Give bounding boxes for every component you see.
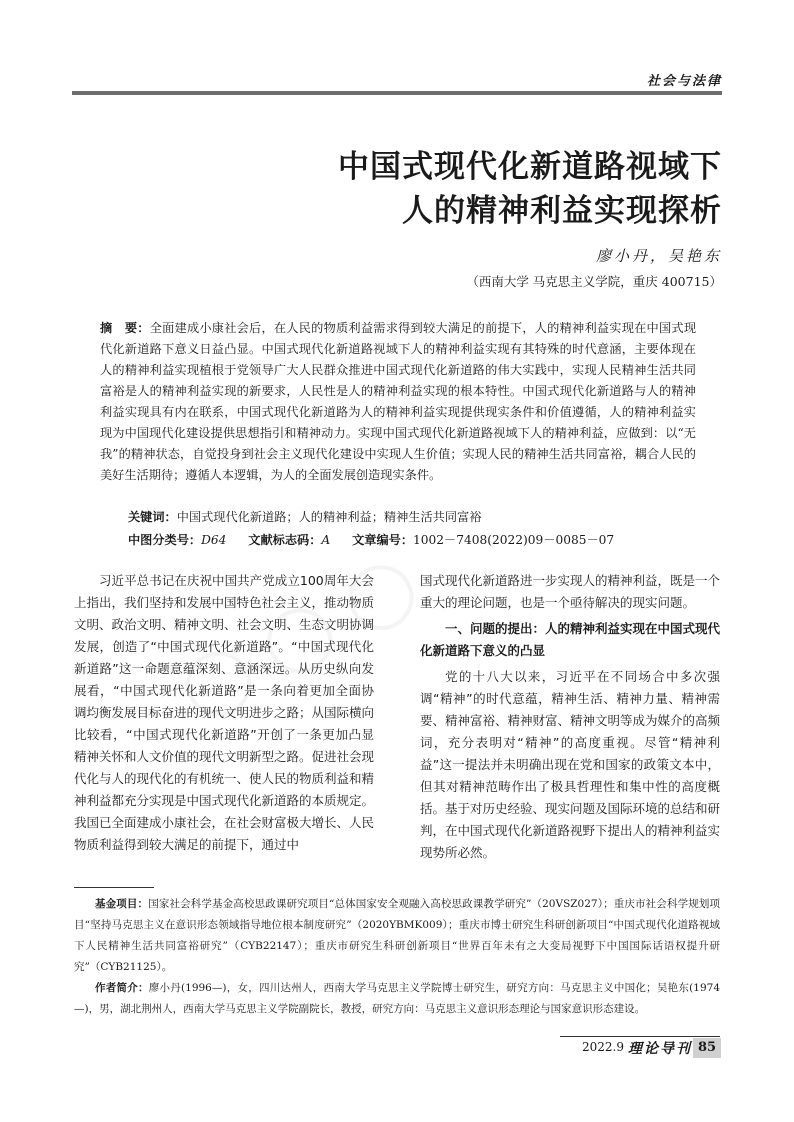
author-label: 作者简介：	[95, 982, 149, 994]
fund-label: 基金项目：	[95, 898, 149, 910]
section-heading: 一、问题的提出：人的精神利益实现在中国式现代化新道路下意义的凸显	[420, 621, 721, 658]
author-text: 廖小丹(1996—)，女，四川达州人，西南大学马克思主义学院博士研究生，研究方向：马克思主义中国化；吴艳东(1974—)，男，湖北荆州人，西南大学马克思主义学院副院长，教授，研究方向：马克思主义意识形态理论与国家意识形态建设。	[74, 982, 721, 1015]
page-number: 85	[693, 1038, 721, 1058]
classification-line	[128, 531, 650, 548]
keywords-label: 关键词：	[128, 510, 177, 524]
title-line-2: 人的精神利益实现探析	[402, 193, 722, 229]
footnote-rule	[74, 887, 154, 888]
author-note	[74, 978, 720, 1020]
journal-name: 理论导刊	[628, 1041, 692, 1057]
doc-code-label: 文献标志码：	[248, 533, 322, 547]
authors: 廖小丹，吴艳东	[595, 247, 722, 265]
abstract	[100, 318, 696, 486]
clc-value: D64	[201, 533, 227, 547]
keywords-text: 中国式现代化新道路；人的精神利益；精神生活共同富裕	[176, 510, 482, 524]
clc-label: 中图分类号：	[128, 533, 202, 547]
body-column-right	[420, 570, 720, 864]
article-no-group	[352, 533, 632, 547]
footnotes	[74, 894, 720, 1020]
keywords	[128, 508, 481, 525]
footer-rule	[560, 1036, 720, 1037]
body-paragraph: 习近平总书记在庆祝中国共产党成立100周年大会上指出，我们坚持和发展中国特色社会主义，推动物质文明、政治文明、精神文明、社会文明、生态文明协调发展，创造了“中国式现代化新道路”。“中国式现代化新道路”这一命题意蕴深刻、意涵深远。从历史纵向发展看，“中国式现代化新道路”是一条向着更加全面协调均衡发展目标奋进的现代文明进步之路；从国际横向比较看，“中国式现代化新道路”开创了一条更加凸显精神关怀和人文价值的现代文明新型之路。促进社会现代化与人的现代化的有机统一、使人民的物质利益和精神利益都充分实现是中国式现代化新道路的本质规定。我国已全面建成小康社会，在社会财富极大增长、人民物质利益得到较大满足的前提下，通过中	[74, 573, 375, 852]
article-title	[338, 145, 722, 233]
fund-text: 国家社会科学基金高校思政课研究项目“总体国家安全观融入高校思政课教学研究”（20VSZ027）；重庆市社会科学规划项目“坚持马克思主义在意识形态领域指导地位根本制度研究”（2020YBMK009）；重庆市博士研究生科研创新项目“中国式现代化道路视域下人民精神生活共同富裕研究”（CYB22147）；重庆市研究生科研创新项目“世界百年未有之大变局视野下中国国际话语权提升研究”（CYB21125）。	[74, 898, 720, 973]
body-column-left	[74, 570, 374, 856]
affiliation: （西南大学 马克思主义学院，重庆 400715）	[466, 274, 722, 289]
fund-note	[74, 894, 720, 978]
article-no-label: 文章编号：	[352, 533, 414, 547]
body-paragraph-continued: 国式现代化新道路进一步实现人的精神利益，既是一个重大的理论问题，也是一个亟待解决的现实问题。	[420, 573, 721, 610]
section-tag: 社会与法律	[646, 74, 722, 89]
abstract-text: 全面建成小康社会后，在人民的物质利益需求得到较大满足的前提下，人的精神利益实现在中国式现代化新道路下意义日益凸显。中国式现代化新道路视域下人的精神利益实现有其特殊的时代意涵，主要体现在人的精神利益实现植根于党领导广大人民群众推进中国式现代化新道路的伟大实践中，实现人民精神生活共同富裕是人的精神利益实现的新要求，人民性是人的精神利益实现的根本特性。中国式现代化新道路与人的精神利益实现具有内在联系，中国式现代化新道路为人的精神利益实现提供现实条件和价值遵循，人的精神利益实现为中国现代化建设提供思想指引和精神动力。实现中国式现代化新道路视域下人的精神利益，应做到：以“无我”的精神状态，自觉投身到社会主义现代化建设中实现人生价值；实现人民的精神生活共同富裕，耦合人民的美好生活期待；遵循人本逻辑，为人的全面发展创造现实条件。	[100, 321, 697, 482]
body-paragraph: 党的十八大以来，习近平在不同场合中多次强调“精神”的时代意蕴，精神生活、精神力量、精神需要、精神富裕、精神财富、精神文明等成为媒介的高频词，充分表明对“精神”的高度重视。尽管“精神利益”这一提法并未明确出现在党和国家的政策文本中，但其对精神范畴作出了极具哲理性和集中性的高度概括。基于对历史经验、现实问题及国际环境的总结和研判，在中国式现代化新道路视野下提出人的精神利益实现势所必然。	[420, 669, 721, 860]
doc-code-value: A	[321, 533, 331, 547]
article-no-value: 1002－7408(2022)09－0085－07	[413, 533, 615, 547]
issue-date: 2022.9	[582, 1040, 624, 1054]
abstract-label: 摘 要：	[100, 321, 150, 335]
doc-code-group	[248, 533, 330, 547]
header-rule	[72, 91, 722, 95]
title-line-1: 中国式现代化新道路视域下	[338, 149, 722, 185]
clc-group	[128, 533, 226, 547]
